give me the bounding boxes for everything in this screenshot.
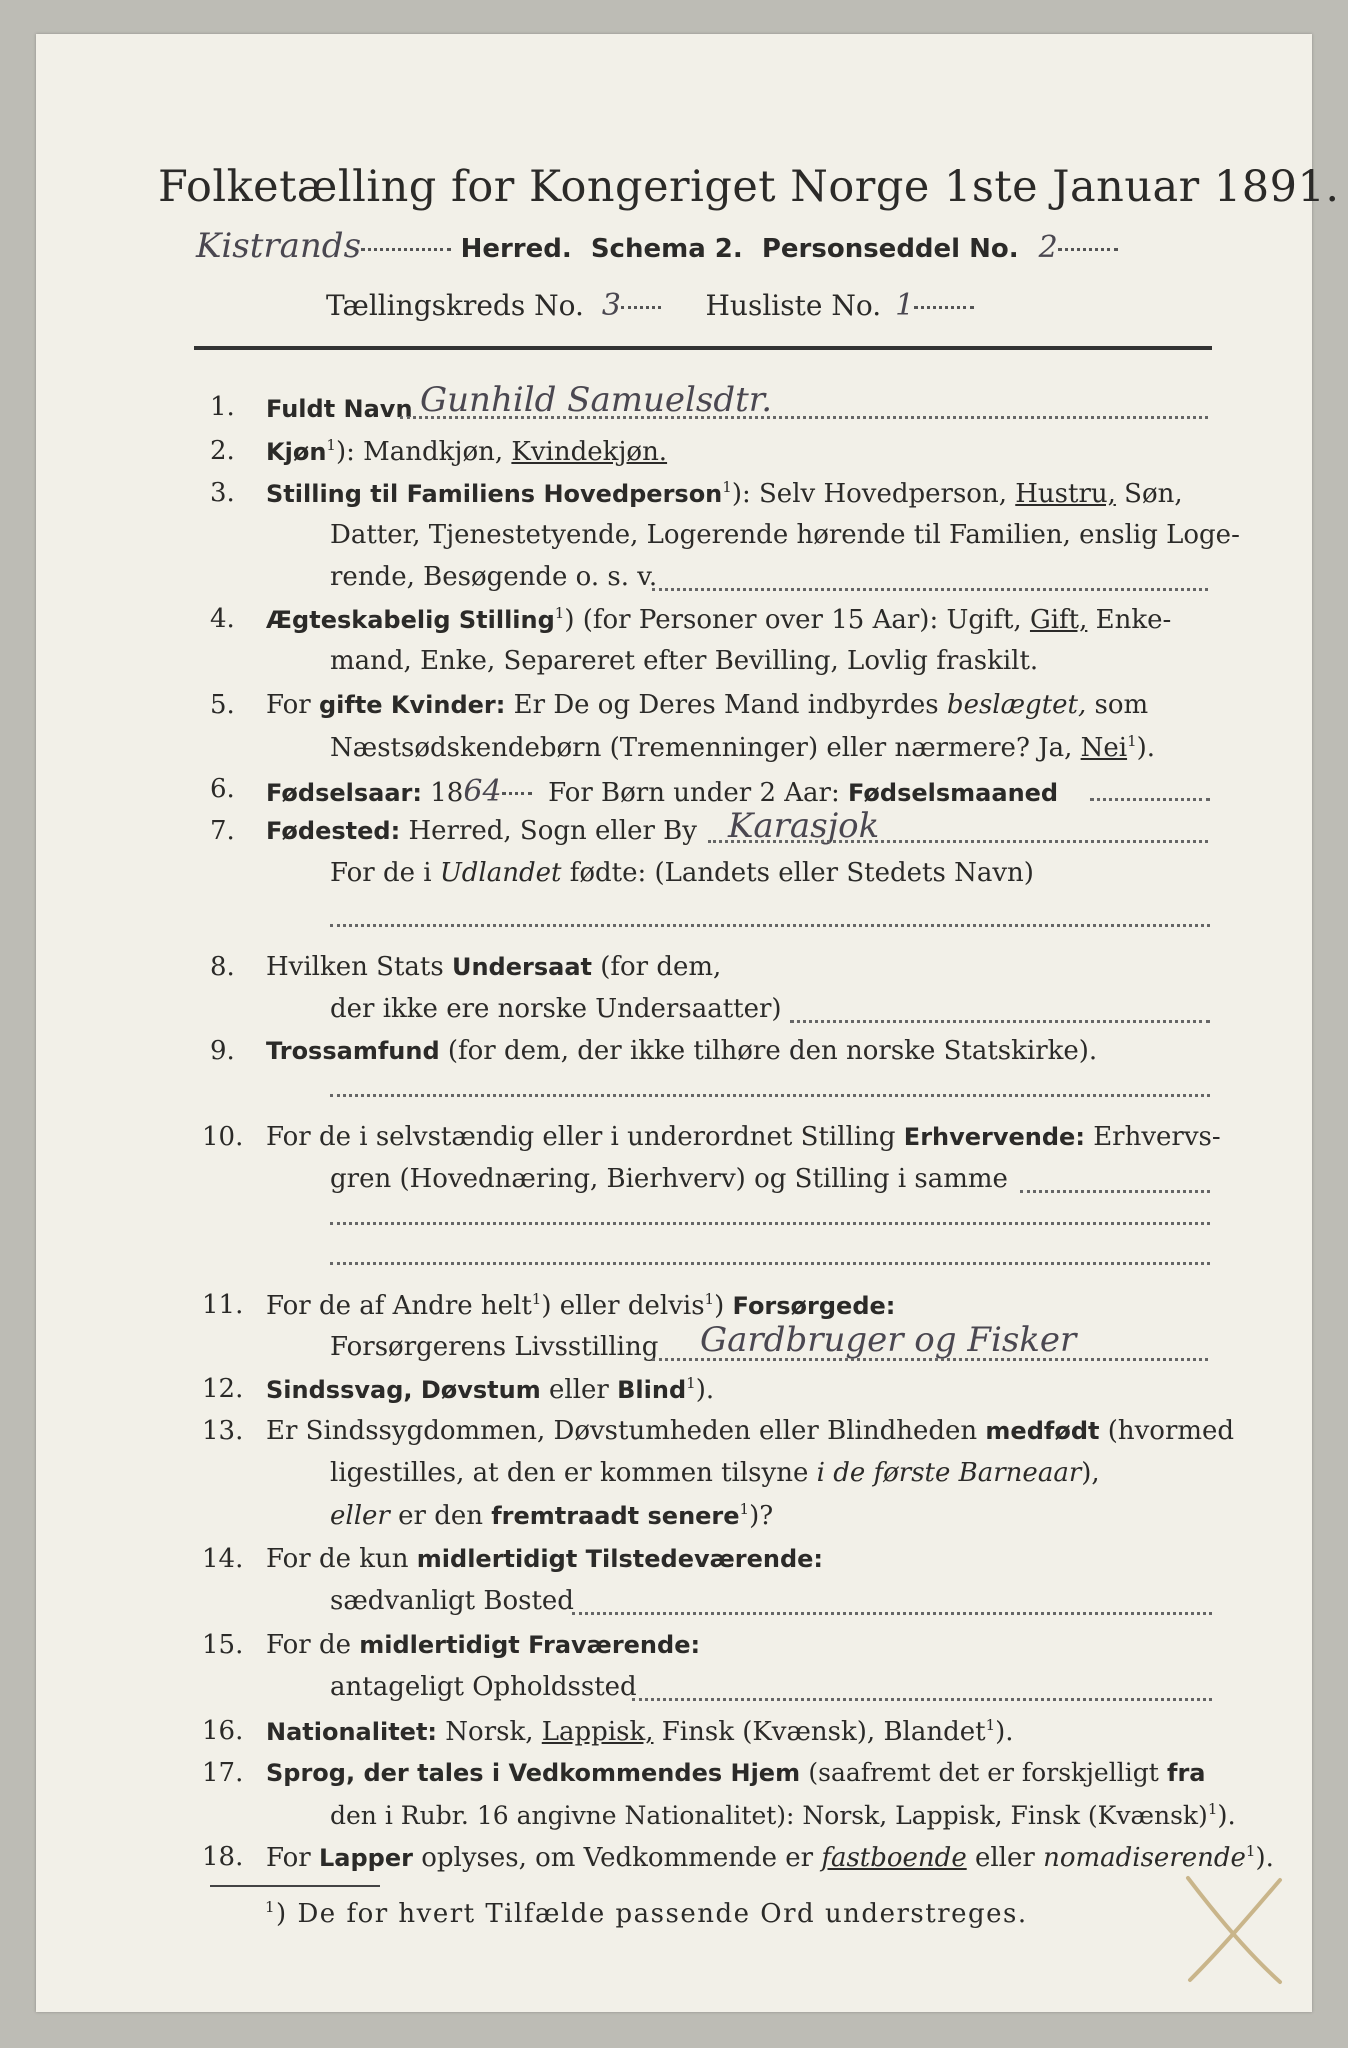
footnote-rule [210, 1885, 380, 1887]
herred-row [196, 226, 1118, 266]
q2-label: Kjøn [266, 438, 327, 466]
herred-name: Kistrands [196, 226, 362, 266]
q18-answer-underlined: fastboende [821, 1843, 967, 1873]
q5-answer-underlined: Nei [1080, 733, 1128, 763]
personseddel-no: 2 [1038, 230, 1058, 265]
form-title: Folketælling for Kongeriget Norge 1ste Januar 1891. [158, 162, 1340, 212]
husliste-no: 1 [895, 288, 915, 323]
kreds-no: 3 [601, 288, 621, 323]
q1-num: 1. [210, 392, 235, 422]
herred-label: Herred. [460, 234, 572, 264]
q6-answer: 64 [463, 774, 502, 809]
q16-answer-underlined: Lappisk, [541, 1717, 654, 1747]
q3-answer-underlined: Hustru, [1015, 479, 1116, 509]
kreds-label: Tællingskreds No. [326, 289, 584, 322]
q1-answer: Gunhild Samuelsdtr. [420, 380, 773, 420]
q11-answer: Gardbruger og Fisker [700, 1320, 1077, 1360]
q4-answer-underlined: Gift, [1029, 605, 1088, 635]
kreds-row [326, 288, 974, 323]
q1-label: Fuldt Navn [266, 395, 413, 423]
husliste-label: Husliste No. [705, 289, 882, 322]
footnote: $^1$) De for hvert Tilfælde passende Ord understreges. [265, 1898, 1028, 1929]
header-rule [194, 346, 1212, 350]
q2-num: 2. [210, 436, 235, 466]
q7-answer: Karasjok [728, 806, 880, 846]
q2-answer-underlined: Kvindekjøn. [511, 437, 668, 467]
pencil-cross-mark-icon [1180, 1870, 1290, 1990]
personseddel-label: Personseddel No. [761, 234, 1019, 264]
schema-label: Schema 2. [590, 234, 743, 264]
